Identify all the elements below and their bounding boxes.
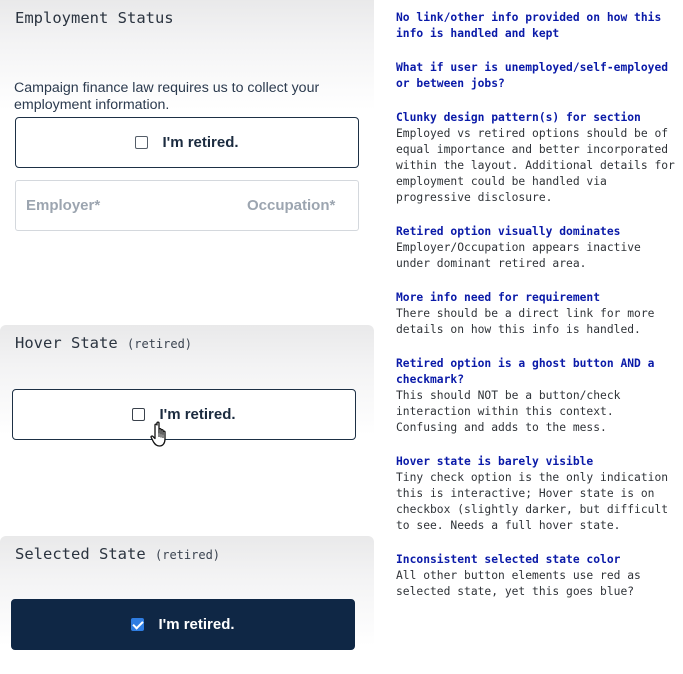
retired-button-selected[interactable] — [11, 599, 355, 650]
retired-label: I'm retired. — [162, 134, 239, 151]
note-item — [396, 552, 681, 600]
note-item — [396, 60, 681, 92]
note-title: Clunky design pattern(s) for section — [396, 111, 641, 124]
note-item — [396, 454, 681, 534]
note-body: There should be a direct link for more details on how this info is handled. — [396, 307, 655, 336]
note-body: Tiny check option is the only indication this is interactive; Hover state is on checkbox (slightly darker, but difficult to see. Needs a full hover state. — [396, 471, 669, 532]
note-title: More info need for requirement — [396, 291, 601, 304]
hover-state-title-text: Hover State — [15, 334, 118, 352]
retired-button-hover[interactable] — [12, 389, 356, 440]
note-body: Employer/Occupation appears inactive under dominant retired area. — [396, 241, 641, 270]
employment-status-title — [15, 9, 174, 27]
employment-status-panel — [0, 0, 374, 300]
hover-state-title — [15, 334, 192, 352]
note-item — [396, 356, 681, 436]
retired-button[interactable] — [15, 117, 359, 168]
note-title: Retired option is a ghost button AND a checkmark? — [396, 357, 655, 386]
note-title: Retired option visually dominates — [396, 225, 621, 238]
note-body: Employed vs retired options should be of equal importance and better incorporated within the layout. Additional details for employment could be handled via progressive disclosure. — [396, 127, 675, 204]
retired-label: I'm retired. — [159, 406, 236, 423]
note-item — [396, 224, 681, 272]
note-body: All other button elements use red as selected state, yet this goes blue? — [396, 569, 641, 598]
hover-state-subtitle: (retired) — [127, 337, 193, 351]
note-body: This should NOT be a button/check interaction within this context. Confusing and adds to the mess. — [396, 389, 621, 434]
hand-pointer-icon — [150, 421, 172, 449]
employment-status-title-text: Employment Status — [15, 9, 174, 27]
checkbox-icon[interactable] — [135, 136, 148, 149]
note-item — [396, 10, 681, 42]
retired-label: I'm retired. — [158, 616, 235, 633]
checkbox-icon[interactable] — [132, 408, 145, 421]
annotation-notes — [396, 10, 681, 618]
selected-state-title — [15, 545, 220, 563]
selected-state-title-text: Selected State — [15, 545, 146, 563]
checkbox-checked-icon[interactable] — [131, 618, 144, 631]
note-item — [396, 110, 681, 206]
note-title: Inconsistent selected state color — [396, 553, 621, 566]
note-title: No link/other info provided on how this info is handled and kept — [396, 11, 662, 40]
employment-description: Campaign finance law requires us to collect your employment information. — [14, 80, 320, 113]
employment-fields — [15, 180, 359, 231]
selected-state-subtitle: (retired) — [155, 548, 221, 562]
note-title: What if user is unemployed/self-employed or between jobs? — [396, 61, 669, 90]
employer-input[interactable] — [16, 181, 237, 230]
note-title: Hover state is barely visible — [396, 455, 594, 468]
note-item — [396, 290, 681, 338]
